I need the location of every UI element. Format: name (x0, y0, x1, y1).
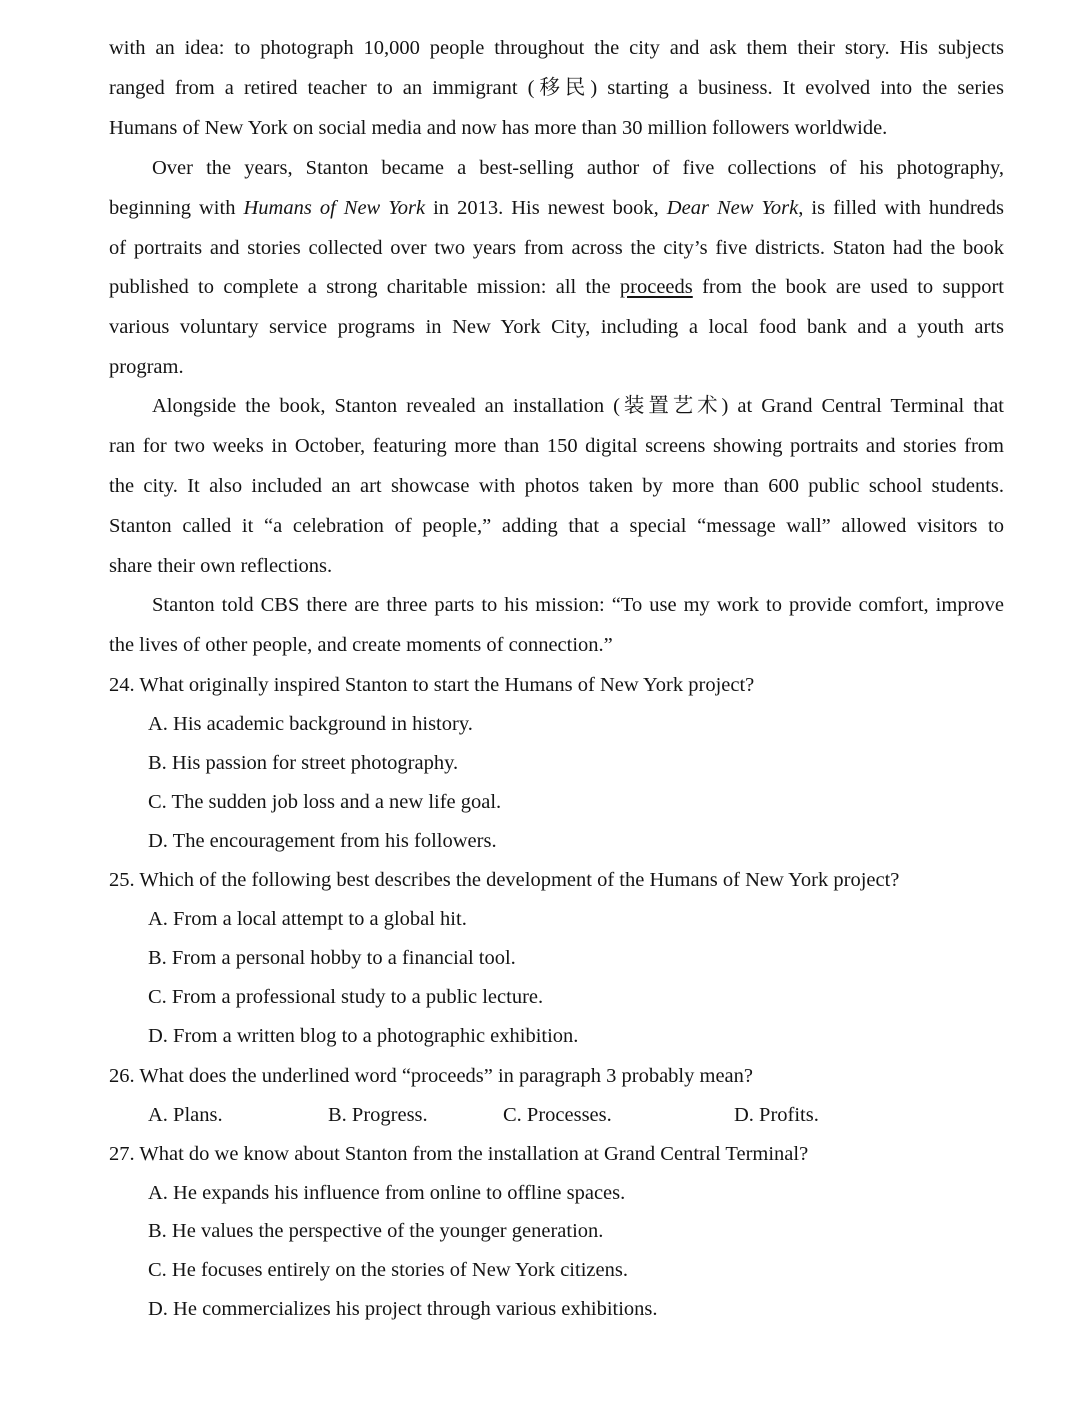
question-24-option-b[interactable]: B. His passion for street photography. (148, 752, 459, 774)
passage-line: various voluntary service programs in New York City, including a local food bank and a youth arts (109, 316, 1004, 338)
passage-line: Humans of New York on social media and now has more than 30 million followers worldwide. (109, 117, 888, 139)
question-26-option-d[interactable]: D. Profits. (734, 1104, 819, 1126)
question-27-option-c[interactable]: C. He focuses entirely on the stories of New York citizens. (148, 1259, 628, 1281)
question-25-option-c[interactable]: C. From a professional study to a public lecture. (148, 986, 544, 1008)
question-26-option-b[interactable]: B. Progress. (328, 1104, 428, 1126)
underlined-word: proceeds (619, 276, 693, 298)
passage-line: ranged from a retired teacher to an immigrant (移民) starting a business. It evolved into the series (109, 77, 1004, 99)
question-27-option-b[interactable]: B. He values the perspective of the younger generation. (148, 1220, 604, 1242)
question-26-option-c[interactable]: C. Processes. (503, 1104, 612, 1126)
question-26-stem: 26. What does the underlined word “proceeds” in paragraph 3 probably mean? (109, 1065, 753, 1087)
passage-line: Stanton called it “a celebration of people,” adding that a special “message wall” allowed visitors to (109, 515, 1004, 537)
passage-line: beginning with Humans of New York in 2013. His newest book, Dear New York, is filled with hundreds (109, 197, 1004, 219)
book-title: Dear New York (666, 197, 799, 219)
question-24-option-c[interactable]: C. The sudden job loss and a new life goal. (148, 791, 502, 813)
question-27-option-a[interactable]: A. He expands his influence from online to offline spaces. (148, 1182, 626, 1204)
passage-line: ran for two weeks in October, featuring more than 150 digital screens showing portraits and stories from (109, 435, 1004, 457)
question-24-option-d[interactable]: D. The encouragement from his followers. (148, 830, 497, 852)
question-27-stem: 27. What do we know about Stanton from the installation at Grand Central Terminal? (109, 1143, 809, 1165)
passage-line: the lives of other people, and create moments of connection.” (109, 634, 613, 656)
book-title: Humans of New York (243, 197, 426, 219)
question-27-option-d[interactable]: D. He commercializes his project through various exhibitions. (148, 1298, 658, 1320)
passage-line: the city. It also included an art showcase with photos taken by more than 600 public school students. (109, 475, 1004, 497)
passage-line: share their own reflections. (109, 555, 333, 577)
question-26-options (148, 1102, 1008, 1130)
passage-line: of portraits and stories collected over two years from across the city’s five districts. Staton had the book (109, 237, 1004, 259)
passage-line: Over the years, Stanton became a best-selling author of five collections of his photography, (152, 157, 1004, 179)
question-26-option-a[interactable]: A. Plans. (148, 1104, 223, 1126)
question-25-option-d[interactable]: D. From a written blog to a photographic exhibition. (148, 1025, 579, 1047)
question-25-option-a[interactable]: A. From a local attempt to a global hit. (148, 908, 467, 930)
passage-line: Stanton told CBS there are three parts to his mission: “To use my work to provide comfort, improve (152, 594, 1004, 616)
passage-line: Alongside the book, Stanton revealed an installation (装置艺术) at Grand Central Terminal that (152, 395, 1004, 417)
question-25-stem: 25. Which of the following best describes the development of the Humans of New York project? (109, 869, 900, 891)
passage-line: with an idea: to photograph 10,000 people throughout the city and ask them their story. His subjects (109, 37, 1004, 59)
question-24-stem: 24. What originally inspired Stanton to start the Humans of New York project? (109, 674, 755, 696)
question-24-option-a[interactable]: A. His academic background in history. (148, 713, 473, 735)
question-25-option-b[interactable]: B. From a personal hobby to a financial tool. (148, 947, 516, 969)
passage-line: program. (109, 356, 184, 378)
passage-line: published to complete a strong charitable mission: all the proceeds from the book are used to support (109, 276, 1004, 298)
